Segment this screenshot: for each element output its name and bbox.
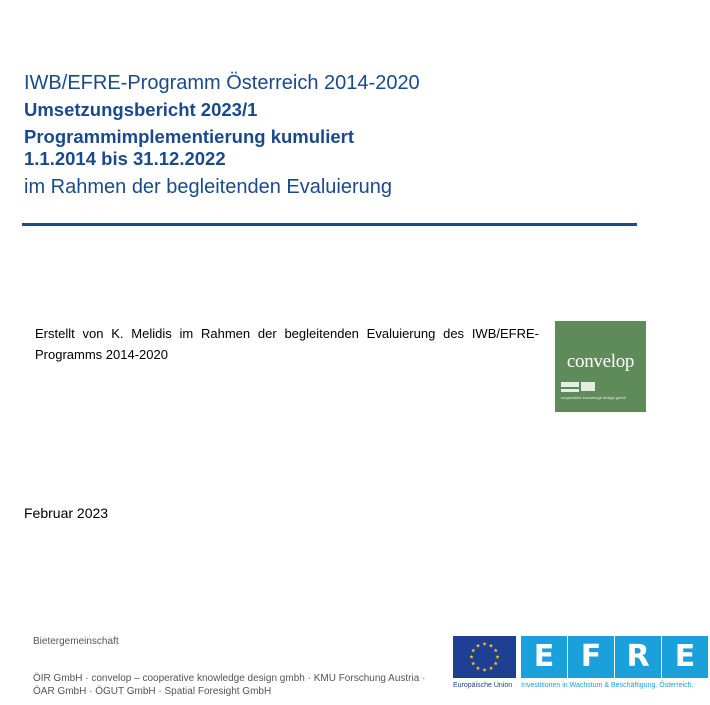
- eu-star-icon: [469, 655, 473, 659]
- eu-star-icon: [482, 642, 486, 646]
- eu-star-icon: [476, 666, 480, 670]
- convelop-logo-mark-block: [581, 382, 595, 391]
- eu-star-icon: [494, 648, 498, 652]
- efre-caption: Investitionen in Wachstum & Beschäftigung. Österreich.: [521, 682, 694, 689]
- efre-tile-f: F: [568, 636, 614, 678]
- efre-tile-e: E: [521, 636, 567, 678]
- efre-tile-r: R: [615, 636, 661, 678]
- eu-caption: Europäische Union: [453, 682, 513, 689]
- eu-star-icon: [476, 644, 480, 648]
- convelop-logo: [555, 321, 646, 412]
- report-context: im Rahmen der begleitenden Evaluierung: [24, 176, 393, 198]
- eu-star-icon: [489, 644, 493, 648]
- consortium-members: ÖIR GmbH · convelop – cooperative knowledge design gmbh · KMU Forschung Austria · ÖAR GmbH · ÖGUT GmbH · Spatial Foresight GmbH: [33, 673, 426, 697]
- efre-tile-e-2: E: [662, 636, 708, 678]
- title-block: [24, 70, 644, 200]
- eu-flag-icon: [453, 636, 516, 678]
- report-period: 1.1.2014 bis 31.12.2022: [24, 148, 226, 169]
- publication-date: Februar 2023: [24, 505, 109, 521]
- eu-star-icon: [494, 661, 498, 665]
- consortium-label: Bietergemeinschaft: [33, 636, 119, 647]
- convelop-logo-word: convelop: [566, 351, 635, 372]
- convelop-logo-mark: [561, 382, 579, 387]
- eu-star-icon: [489, 666, 493, 670]
- author-statement: Erstellt von K. Melidis im Rahmen der begleitenden Evaluierung des IWB/EFRE-Programms 2014-2020: [35, 326, 539, 362]
- programme-title: IWB/EFRE-Programm Österreich 2014-2020: [24, 72, 420, 94]
- report-subtitle: Programmimplementierung kumuliert: [24, 126, 354, 147]
- title-divider: [22, 223, 637, 226]
- eu-star-icon: [495, 655, 499, 659]
- convelop-logo-tagline: cooperative knowledge design gmbh: [561, 395, 626, 400]
- eu-star-icon: [482, 668, 486, 672]
- eu-star-icon: [471, 648, 475, 652]
- eu-star-icon: [471, 661, 475, 665]
- convelop-logo-mark-base: [561, 389, 579, 392]
- report-title: Umsetzungsbericht 2023/1: [24, 99, 258, 120]
